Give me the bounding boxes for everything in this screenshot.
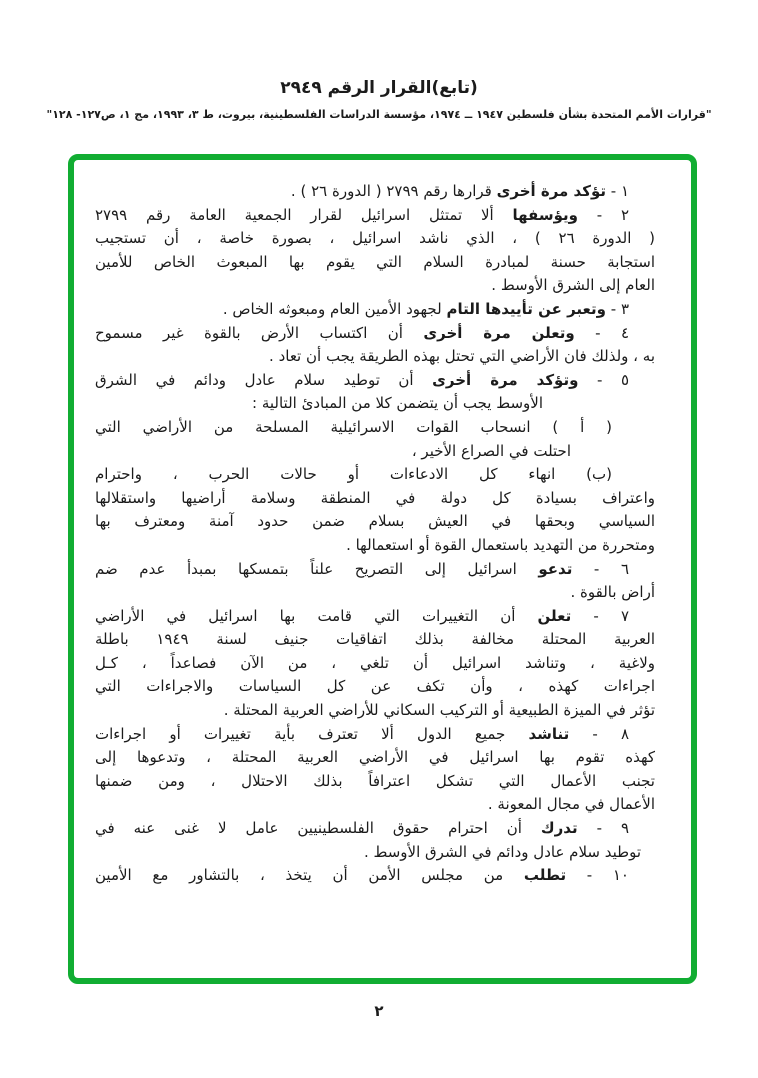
text-line: [95, 227, 655, 251]
text-segment: قرارها رقم ٢٧٩٩ ( الدورة ٢٦ ) .: [290, 182, 497, 200]
text-segment: استجابة حسنة لمبادرة السلام التي يقوم بها المبعوث الخاص للأمين: [95, 252, 655, 271]
bold-operative-word: وتعبر عن تأييدها التام: [446, 299, 606, 318]
text-segment: ٤ -: [574, 323, 629, 342]
text-line: [95, 723, 655, 747]
text-line: [95, 581, 655, 605]
text-line: [95, 392, 655, 416]
bold-operative-word: تعلن: [537, 606, 572, 625]
bold-operative-word: تدعو: [538, 559, 573, 578]
text-line: [95, 180, 655, 204]
text-line: [95, 345, 655, 369]
text-line: [95, 558, 655, 582]
text-segment: ( الدورة ٢٦ ) ، الذي ناشد اسرائيل ، بصورة خاصة ، أن تستجيب: [95, 229, 655, 248]
text-line: [95, 675, 655, 699]
text-segment: ومتحررة من التهديد باستعمال القوة أو استعمالها .: [346, 535, 655, 554]
text-segment: به ، ولذلك فان الأراضي التي تحتل بهذه الطريقة يجب أن تعاد .: [269, 347, 655, 366]
bold-operative-word: تؤكد مرة أخرى: [496, 182, 606, 200]
text-segment: كهذه تقوم بها اسرائيل في الأراضي العربية المحتلة ، وتدعوها إلى: [95, 748, 655, 767]
text-segment: ٨ -: [569, 724, 630, 743]
text-segment: اسرائيل إلى التصريح علناً بتمسكها بمبدأ عدم ضم: [95, 559, 539, 578]
text-segment: جميع الدول ألا تعترف بأية تغييرات أو اجراءات: [95, 724, 529, 743]
text-line: [95, 746, 655, 770]
text-line: [95, 864, 655, 888]
bold-operative-word: تدرك: [540, 819, 578, 838]
text-line: [95, 369, 655, 393]
text-segment: تؤثر في الميزة الطبيعية أو التركيب السكاني للأراضي العربية المحتلة .: [223, 701, 655, 720]
text-segment: ١ -: [605, 182, 629, 200]
text-segment: الأعمال في مجال المعونة .: [487, 795, 655, 814]
bold-operative-word: وتؤكد مرة أخرى: [432, 370, 579, 389]
text-segment: تجنب الأعمال التي تشكل اعترافاً بذلك الاحتلال ، ومن ضمنها: [95, 771, 655, 790]
text-segment: ٧ -: [571, 606, 629, 625]
text-segment: أن التغييرات التي قامت بها اسرائيل في الأراضي: [95, 606, 538, 625]
text-segment: احتلت في الصراع الأخير ،: [411, 441, 571, 460]
text-line: [95, 298, 655, 322]
text-line: [95, 534, 655, 558]
text-line: [95, 793, 655, 817]
resolution-text: [95, 180, 655, 888]
document-header: [0, 78, 758, 121]
text-segment: ( أ ) انسحاب القوات الاسرائيلية المسلحة من الأراضي التي: [95, 417, 612, 436]
text-line: [95, 204, 655, 228]
text-segment: اجراءات كهذه ، وأن تكف عن كل السياسات والاجراءات التي: [95, 677, 655, 696]
source-citation: "قرارات الأمم المتحدة بشأن فلسطين ١٩٤٧ ــ ١٩٧٤، مؤسسة الدراسات الفلسطينية، بيروت، ط ٣، ١٩٩٣، مج ١، ص١٢٧- ١٢٨": [46, 108, 712, 121]
text-line: [95, 699, 655, 723]
text-line: [95, 817, 655, 841]
text-segment: أن احترام حقوق الفلسطينيين عامل لا غنى عنه في: [95, 819, 541, 838]
text-segment: ألا تمتثل اسرائيل لقرار الجمعية العامة رقم ٢٧٩٩: [95, 205, 513, 224]
text-line: [95, 322, 655, 346]
text-line: [95, 841, 655, 865]
text-line: [95, 510, 655, 534]
text-line: [95, 463, 655, 487]
text-segment: ٢ -: [577, 205, 629, 224]
text-segment: الأوسط يجب أن يتضمن كلا من المبادئ التالية :: [252, 394, 543, 413]
bold-operative-word: ويؤسفها: [512, 205, 578, 224]
text-segment: من مجلس الأمن أن يتخذ ، بالتشاور مع الأمين: [95, 866, 524, 885]
text-segment: أن توطيد سلام عادل ودائم في الشرق: [95, 370, 433, 389]
text-segment: ٥ -: [578, 370, 629, 389]
text-line: [95, 487, 655, 511]
text-line: [95, 274, 655, 298]
text-segment: ٣ -: [605, 299, 629, 318]
text-segment: العربية المحتلة مخالفة بذلك اتفاقيات جنيف لسنة ١٩٤٩ باطلة: [95, 630, 655, 649]
text-segment: توطيد سلام عادل ودائم في الشرق الأوسط .: [363, 842, 641, 861]
text-segment: السياسي وبحقها في العيش بسلام ضمن حدود آمنة ومعترف بها: [95, 512, 655, 531]
text-segment: أن اكتساب الأرض بالقوة غير مسموح: [95, 323, 424, 342]
page-number: ٢: [374, 1002, 384, 1020]
text-segment: ٦ -: [572, 559, 629, 578]
text-line: [95, 416, 655, 440]
text-line: [95, 440, 655, 464]
page-title: (تابع)القرار الرقم ٢٩٤٩: [280, 78, 478, 98]
text-line: [95, 652, 655, 676]
text-segment: واعتراف بسيادة كل دولة في المنطقة وسلامة أراضيها واستقلالها: [95, 488, 655, 507]
bold-operative-word: تناشد: [528, 724, 570, 743]
bold-operative-word: وتعلن مرة أخرى: [423, 323, 575, 342]
text-segment: لجهود الأمين العام ومبعوثه الخاص .: [222, 299, 447, 318]
text-segment: (ب) انهاء كل الادعاءات أو حالات الحرب ، واحترام: [95, 465, 612, 484]
text-segment: العام إلى الشرق الأوسط .: [491, 276, 655, 295]
text-line: [95, 605, 655, 629]
bold-operative-word: تطلب: [523, 866, 567, 885]
text-line: [95, 251, 655, 275]
text-segment: أراض بالقوة .: [570, 583, 655, 602]
text-line: [95, 628, 655, 652]
text-segment: ١٠ -: [566, 866, 629, 885]
text-segment: ٩ -: [577, 819, 630, 838]
text-segment: ولاغية ، وتناشد اسرائيل أن تلغي ، من الآن فصاعداً ، كـل: [95, 653, 655, 672]
text-line: [95, 770, 655, 794]
